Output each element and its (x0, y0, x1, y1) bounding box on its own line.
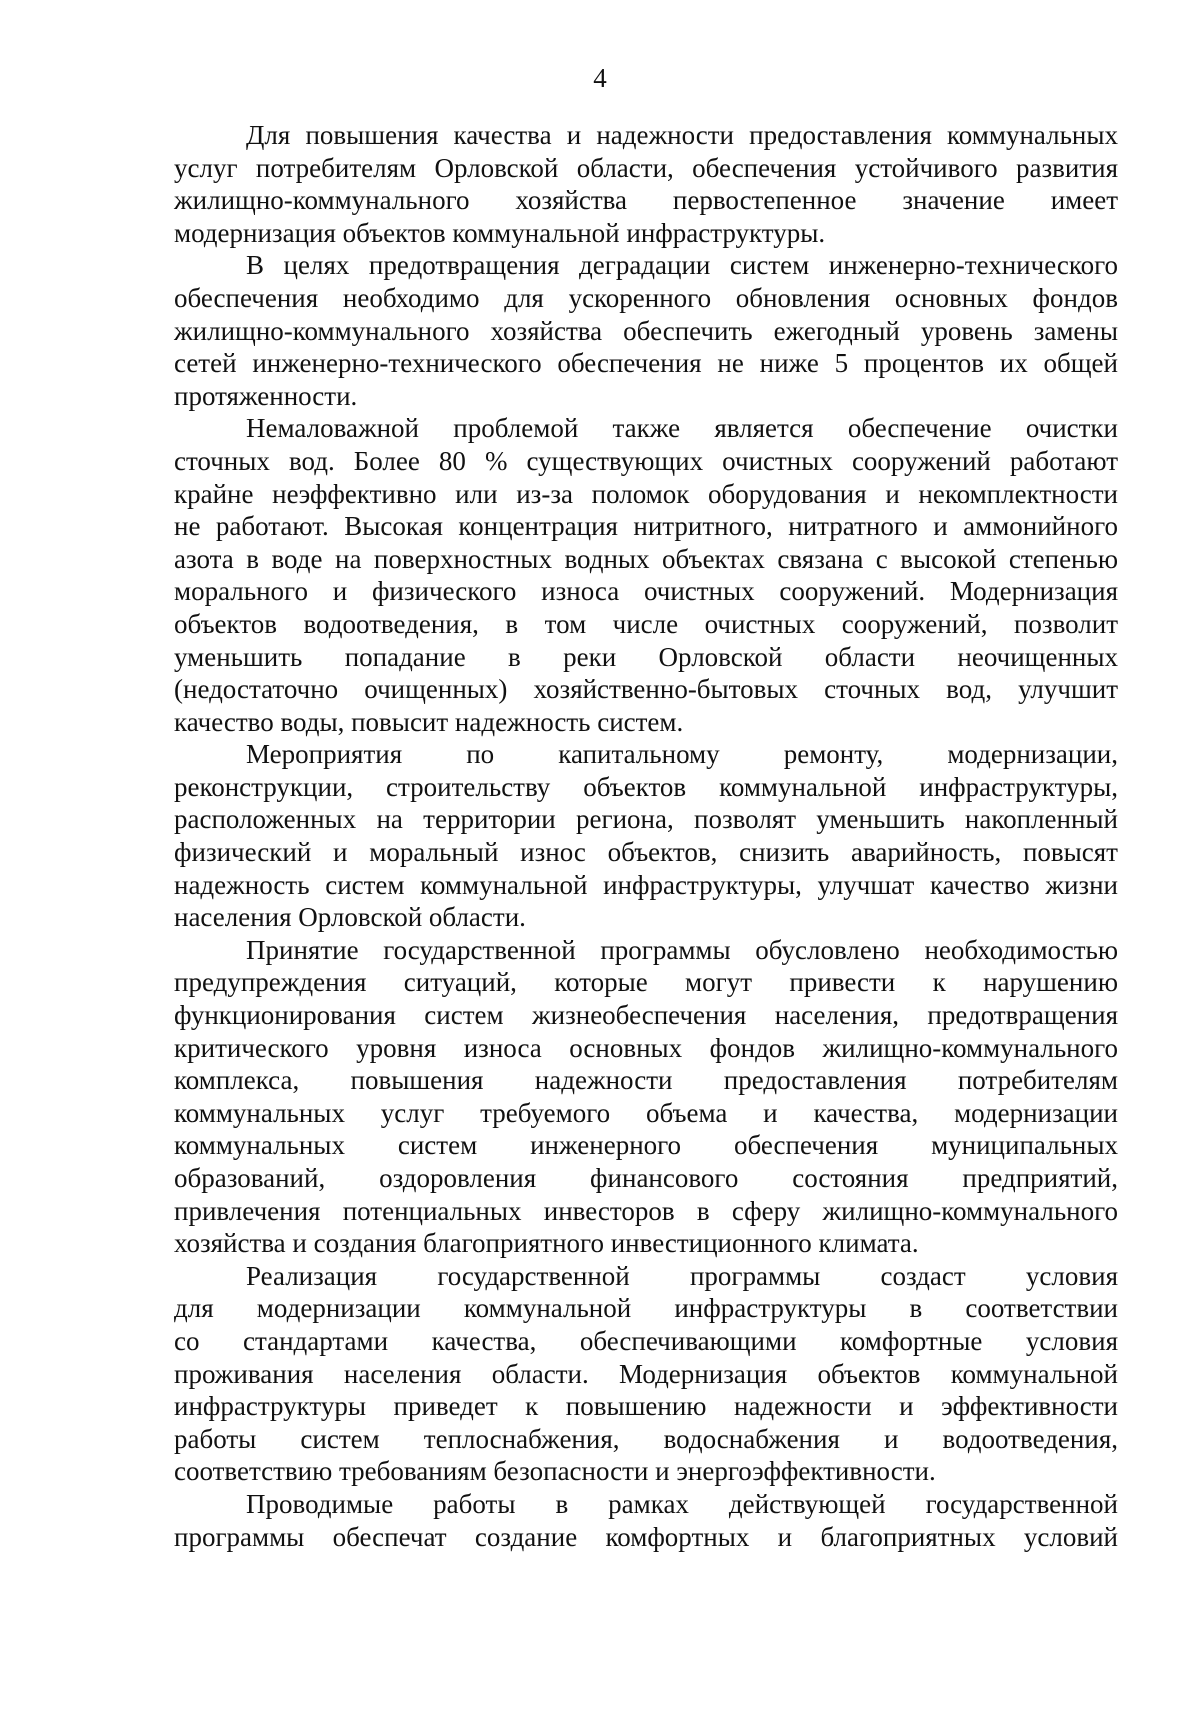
text-line: предупреждения ситуаций, которые могут привести к нарушению (174, 967, 1118, 998)
text-line: физический и моральный износ объектов, снизить аварийность, повысят (174, 837, 1118, 868)
text-line: Реализация государственной программы создаст условия (246, 1260, 1118, 1291)
text-line: функционирования систем жизнеобеспечения населения, предотвращения (174, 1000, 1118, 1031)
text-line: Для повышения качества и надежности предоставления коммунальных (246, 120, 1118, 150)
text-line: обеспечения необходимо для ускоренного обновления основных фондов (174, 282, 1118, 313)
paragraph (174, 249, 1118, 412)
text-line: хозяйства и создания благоприятного инвестиционного климата. (174, 1228, 919, 1259)
text-line: коммунальных услуг требуемого объема и качества, модернизации (174, 1097, 1118, 1128)
text-line: не работают. Высокая концентрация нитритного, нитратного и аммонийного (174, 511, 1118, 542)
text-line: модернизация объектов коммунальной инфраструктуры. (174, 217, 826, 248)
text-line: комплекса, повышения надежности предоставления потребителям (174, 1065, 1118, 1096)
paragraph (174, 119, 1118, 249)
text-line: инфраструктуры приведет к повышению надежности и эффективности (174, 1391, 1118, 1422)
text-line: для модернизации коммунальной инфраструктуры в соответствии (174, 1293, 1118, 1324)
text-line: проживания населения области. Модернизация объектов коммунальной (174, 1358, 1118, 1389)
text-line: программы обеспечат создание комфортных и благоприятных условий (174, 1521, 1118, 1552)
text-line: крайне неэффективно или из-за поломок оборудования и некомплектности (174, 478, 1118, 509)
text-line: Немаловажной проблемой также является обеспечение очистки (246, 413, 1118, 444)
paragraph (174, 738, 1118, 934)
text-line: реконструкции, строительству объектов коммунальной инфраструктуры, (174, 771, 1118, 802)
text-line: (недостаточно очищенных) хозяйственно-бытовых сточных вод, улучшит (174, 674, 1118, 705)
text-line: со стандартами качества, обеспечивающими комфортные условия (174, 1325, 1118, 1356)
paragraph (174, 1260, 1118, 1488)
text-line: сточных вод. Более 80 % существующих очистных сооружений работают (174, 445, 1118, 476)
text-line: Мероприятия по капитальному ремонту, модернизации, (246, 739, 1118, 770)
text-line: населения Орловской области. (174, 902, 526, 933)
text-line: критического уровня износа основных фондов жилищно-коммунального (174, 1032, 1118, 1063)
text-line: В целях предотвращения деградации систем инженерно-технического (246, 250, 1118, 281)
text-line: объектов водоотведения, в том числе очистных сооружений, позволит (174, 608, 1118, 639)
page-number: 4 (593, 63, 607, 93)
paragraph (174, 412, 1118, 738)
text-line: работы систем теплоснабжения, водоснабжения и водоотведения, (174, 1423, 1118, 1454)
text-line: качество воды, повысит надежность систем. (174, 706, 684, 737)
text-line: Принятие государственной программы обусловлено необходимостью (246, 934, 1118, 965)
text-line: жилищно-коммунального хозяйства первостепенное значение имеет (174, 185, 1118, 216)
paragraph (174, 1488, 1118, 1553)
text-line: жилищно-коммунального хозяйства обеспечить ежегодный уровень замены (174, 315, 1118, 346)
text-line: уменьшить попадание в реки Орловской области неочищенных (174, 641, 1118, 672)
text-line: Проводимые работы в рамках действующей государственной (246, 1488, 1118, 1519)
text-line: протяженности. (174, 380, 358, 411)
text-line: сетей инженерно-технического обеспечения не ниже 5 процентов их общей (174, 348, 1118, 379)
text-line: морального и физического износа очистных сооружений. Модернизация (174, 576, 1118, 607)
text-line: коммунальных систем инженерного обеспечения муниципальных (174, 1130, 1118, 1161)
text-line: услуг потребителям Орловской области, обеспечения устойчивого развития (174, 152, 1118, 183)
text-line: расположенных на территории региона, позволят уменьшить накопленный (174, 804, 1118, 835)
paragraph (174, 934, 1118, 1260)
text-line: образований, оздоровления финансового состояния предприятий, (174, 1163, 1118, 1193)
text-line: азота в воде на поверхностных водных объектах связана с высокой степенью (174, 543, 1118, 574)
text-line: соответствию требованиям безопасности и энергоэффективности. (174, 1456, 936, 1487)
text-line: надежность систем коммунальной инфраструктуры, улучшат качество жизни (174, 869, 1118, 900)
document-body (174, 119, 1118, 1553)
text-line: привлечения потенциальных инвесторов в сферу жилищно-коммунального (174, 1195, 1118, 1226)
